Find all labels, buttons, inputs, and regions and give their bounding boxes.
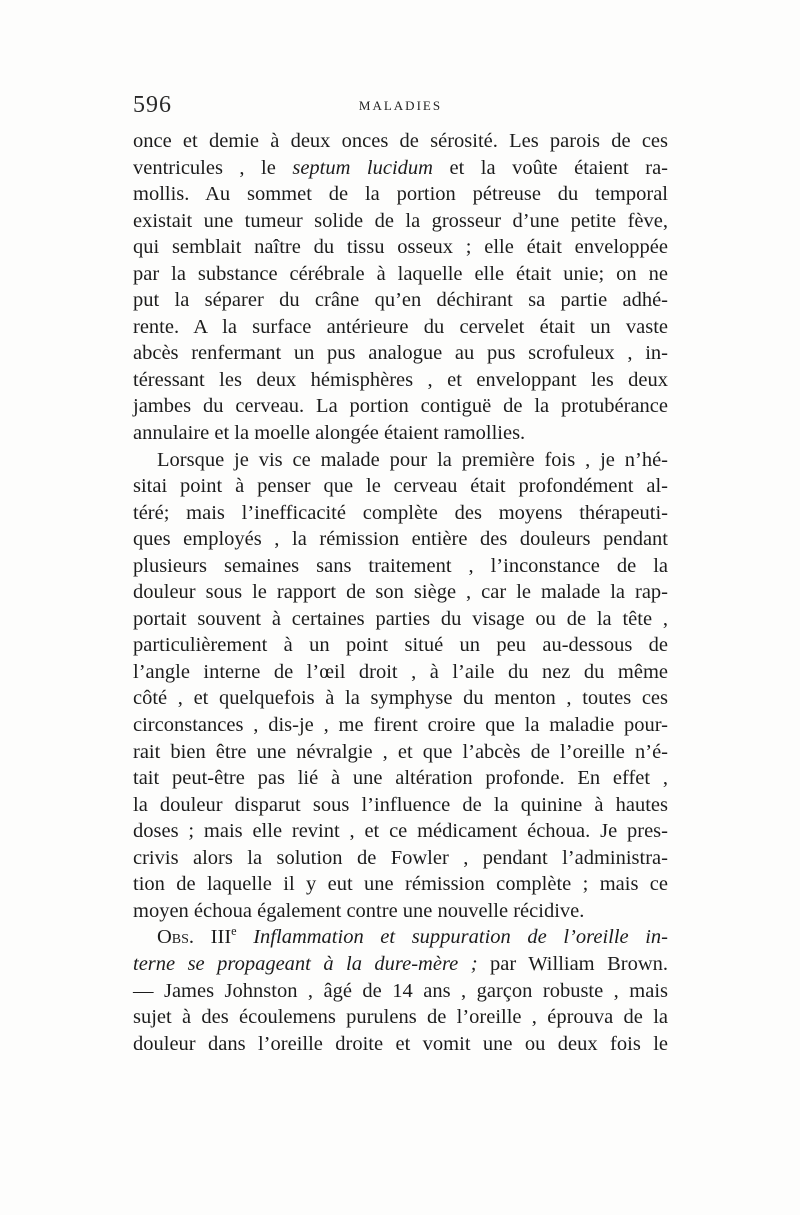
text-line: Lorsque je vis ce malade pour la première fois , je n’hé- — [157, 448, 668, 471]
text-line: existait une tumeur solide de la grosseur d’une petite fève, — [133, 209, 668, 232]
text-line: téressant les deux hémisphères , et enveloppant les deux — [133, 368, 668, 391]
text-line: moyen échoua également contre une nouvelle récidive. — [133, 899, 585, 922]
text-line: abcès renfermant un pus analogue au pus scrofuleux , in- — [133, 342, 668, 365]
text-line: particulièrement à un point situé un peu au-dessous de — [133, 634, 668, 657]
text-segment: III — [194, 926, 232, 949]
text-segment: septum lucidum — [292, 156, 433, 179]
text-line: côté , et quelquefois à la symphyse du menton , toutes ces — [133, 687, 668, 710]
text-line: mollis. Au sommet de la portion pétreuse du temporal — [133, 183, 668, 206]
text-line: rente. A la surface antérieure du cervelet était un vaste — [133, 315, 668, 338]
text-segment: ventricules , le — [133, 156, 293, 179]
text-line: douleur dans l’oreille droite et vomit une ou deux fois le — [133, 1032, 668, 1055]
text-line: ques employés , la rémission entière des douleurs pendant — [133, 528, 668, 551]
text-segment: et la voûte étaient ra- — [432, 156, 668, 179]
text-line — [133, 924, 668, 951]
text-segment: terne se propageant à la dure-mère ; — [133, 952, 478, 975]
text-line: téré; mais l’inefficacité complète des moyens thérapeuti- — [133, 501, 668, 524]
text-segment: Inflammation et suppuration de l’oreille in- — [253, 926, 669, 949]
text-line: par la substance cérébrale à laquelle elle était unie; on ne — [133, 262, 668, 285]
text-line: la douleur disparut sous l’influence de la quinine à hautes — [133, 793, 668, 816]
text-line: sitai point à penser que le cerveau était profondément al- — [133, 475, 668, 498]
text-segment — [237, 926, 254, 948]
text-line — [133, 155, 668, 182]
text-line: rait bien être une névralgie , et que l’abcès de l’oreille n’é- — [133, 740, 668, 763]
text-segment: Obs. — [157, 926, 195, 949]
text-line: tait peut-être pas lié à une altération profonde. En effet , — [133, 767, 668, 790]
text-line: qui semblait naître du tissu osseux ; elle était enveloppée — [133, 236, 668, 259]
page-header — [133, 92, 668, 120]
text-line: once et demie à deux onces de sérosité. Les parois de ces — [133, 130, 668, 152]
page-number: 596 — [133, 92, 172, 118]
running-title: MALADIES — [358, 98, 443, 113]
text-line: douleur sous le rapport de son siège , car le malade la rap- — [133, 581, 668, 604]
text-line: l’angle interne de l’œil droit , à l’aile du nez du même — [133, 660, 668, 683]
text-segment: e — [231, 924, 237, 939]
text-line — [133, 951, 668, 978]
text-line: put la séparer du crâne qu’en déchirant sa partie adhé- — [133, 289, 668, 312]
text-line: crivis alors la solution de Fowler , pendant l’administra- — [133, 846, 668, 869]
text-segment: par William Brown. — [477, 952, 669, 975]
body-text — [133, 128, 668, 1057]
text-line: portait souvent à certaines parties du visage ou de la tête , — [133, 607, 668, 630]
text-line: circonstances , dis-je , me firent croire que la maladie pour- — [133, 714, 668, 737]
text-line: annulaire et la moelle alongée étaient ramollies. — [133, 422, 526, 445]
text-line: — James Johnston , âgé de 14 ans , garçon robuste , mais — [133, 979, 668, 1002]
text-line: tion de laquelle il y eut une rémission complète ; mais ce — [133, 873, 668, 896]
text-line: jambes du cerveau. La portion contiguë de la protubérance — [133, 395, 668, 418]
text-line: sujet à des écoulemens purulens de l’oreille , éprouva de la — [133, 1006, 668, 1029]
text-line: doses ; mais elle revint , et ce médicament échoua. Je pres- — [133, 820, 668, 843]
text-line: plusieurs semaines sans traitement , l’inconstance de la — [133, 554, 668, 577]
